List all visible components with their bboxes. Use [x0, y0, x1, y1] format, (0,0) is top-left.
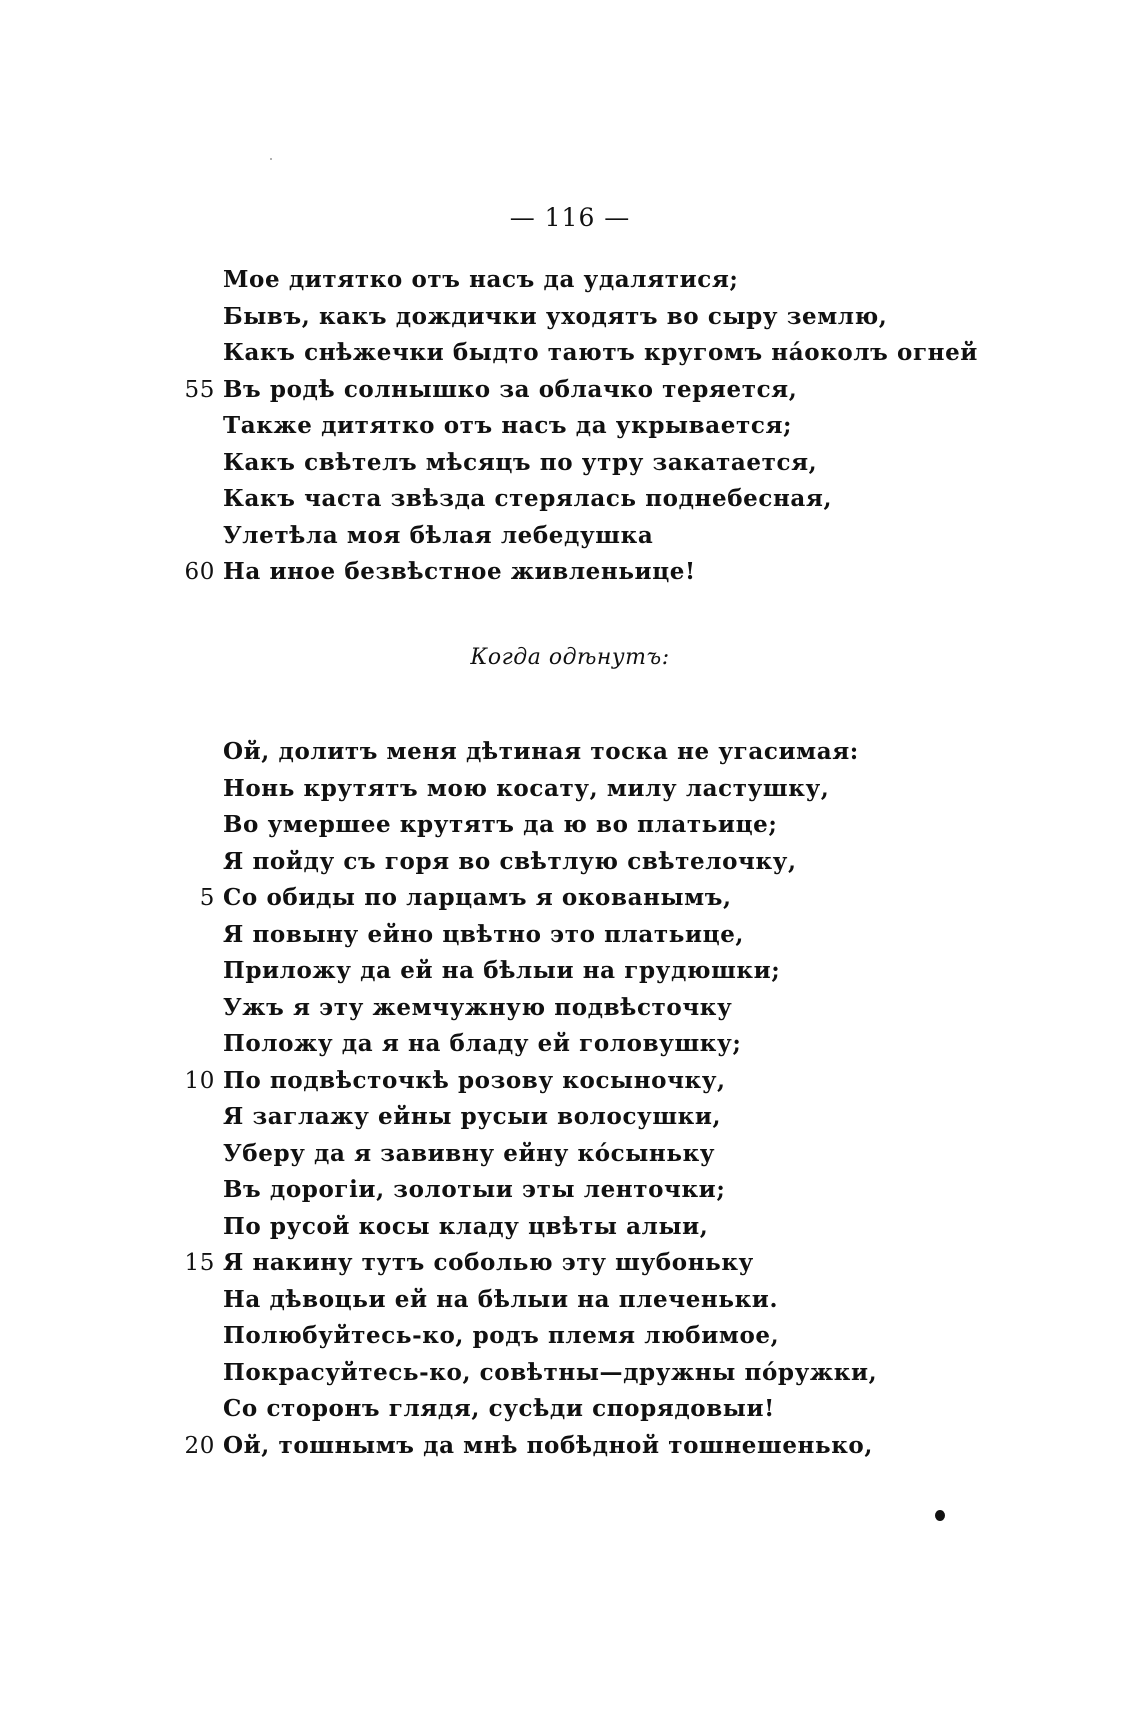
verse-text: Какъ снѣжечки быдто таютъ кругомъ нáоколъ огней — [223, 339, 978, 366]
verse-line — [0, 1355, 1140, 1392]
verse-line — [0, 372, 1140, 409]
verse-text: По русой косы кладу цвѣты алыи, — [223, 1212, 709, 1240]
verse-text: Приложу да ей на бѣлыи на грудюшки; — [223, 957, 781, 984]
verse-text: Уберу да я завивну ейну кóсыньку — [223, 1139, 716, 1167]
verse-text: Нонь крутятъ мою косату, милу ластушку, — [223, 774, 830, 802]
ink-blot — [935, 1510, 945, 1521]
verse-text: Я пойду съ горя во свѣтлую свѣтелочку, — [223, 847, 797, 875]
verse-text: Полюбуйтесь-ко, родъ племя любимое, — [223, 1322, 780, 1349]
verse-line — [0, 1282, 1140, 1319]
verse-line — [0, 518, 1140, 555]
verse-line — [0, 408, 1140, 445]
line-number: 60 — [184, 559, 215, 585]
page-number: — 116 — — [509, 203, 631, 232]
verse-line — [0, 807, 1140, 844]
line-number: 10 — [184, 1067, 215, 1094]
verse-text: Также дитятко отъ насъ да укрывается; — [223, 412, 793, 439]
verse-line — [0, 1245, 1140, 1282]
verse-line — [0, 1391, 1140, 1428]
verse-section-two — [0, 734, 1140, 1464]
verse-text: Бывъ, какъ дождички уходятъ во сыру землю, — [223, 302, 888, 330]
verse-line — [0, 844, 1140, 881]
line-number: 55 — [184, 376, 215, 403]
verse-text: Улетѣла моя бѣлая лебедушка — [223, 521, 654, 549]
verse-text: Какъ свѣтелъ мѣсяцъ по утру закатается, — [223, 448, 818, 476]
verse-line — [0, 1209, 1140, 1246]
verse-text: На дѣвоцьи ей на бѣлыи на плеченьки. — [223, 1285, 779, 1313]
verse-line — [0, 299, 1140, 336]
verse-line — [0, 1136, 1140, 1173]
verse-line — [0, 445, 1140, 482]
line-number: 15 — [184, 1250, 215, 1276]
section-heading: Когда одѣнутъ: — [470, 645, 670, 670]
verse-text: Ой, долитъ меня дѣтиная тоска не угасимая: — [223, 738, 859, 765]
verse-text: Какъ часта звѣзда стерялась поднебесная, — [223, 485, 833, 512]
verse-line — [0, 880, 1140, 917]
verse-line — [0, 1026, 1140, 1063]
verse-line — [0, 335, 1140, 372]
verse-line — [0, 554, 1140, 591]
verse-line — [0, 734, 1140, 771]
verse-text: Со сторонъ глядя, сусѣди спорядовыи! — [223, 1395, 775, 1422]
verse-line — [0, 1099, 1140, 1136]
verse-text: Ужъ я эту жемчужную подвѣсточку — [223, 993, 733, 1021]
verse-text: Со обиды по ларцамъ я окованымъ, — [223, 884, 732, 911]
verse-line — [0, 481, 1140, 518]
verse-text: Я повыну ейно цвѣтно это платьице, — [223, 920, 745, 948]
verse-line — [0, 1063, 1140, 1100]
verse-line — [0, 1428, 1140, 1465]
verse-text: Положу да я на бладу ей головушку; — [223, 1030, 742, 1057]
verse-text: Въ дорогіи, золотыи эты ленточки; — [223, 1176, 726, 1203]
verse-text: По подвѣсточкѣ розову косыночку, — [223, 1066, 726, 1094]
line-number: 5 — [199, 885, 215, 911]
verse-text: Во умершее крутятъ да ю во платьице; — [223, 811, 778, 838]
verse-line — [0, 262, 1140, 299]
verse-text: Ой, тошнымъ да мнѣ побѣдной тошнешенько, — [223, 1431, 873, 1459]
verse-text: Покрасуйтесь-ко, совѣтны—дружны пóружки, — [223, 1358, 878, 1386]
verse-text: Я накину тутъ соболью эту шубоньку — [223, 1249, 754, 1276]
verse-line — [0, 953, 1140, 990]
verse-text: На иное безвѣстное живленьице! — [223, 558, 696, 585]
verse-line — [0, 990, 1140, 1027]
verse-text: Я заглажу ейны русыи волосушки, — [223, 1103, 722, 1130]
verse-line — [0, 771, 1140, 808]
verse-text: Въ родѣ солнышко за облачко теряется, — [223, 375, 798, 403]
verse-text: Мое дитятко отъ насъ да удалятися; — [223, 266, 739, 293]
verse-line — [0, 1318, 1140, 1355]
verse-section-one — [0, 262, 1140, 591]
verse-line — [0, 917, 1140, 954]
paper-speck — [270, 158, 272, 160]
verse-line — [0, 1172, 1140, 1209]
line-number: 20 — [184, 1432, 215, 1459]
